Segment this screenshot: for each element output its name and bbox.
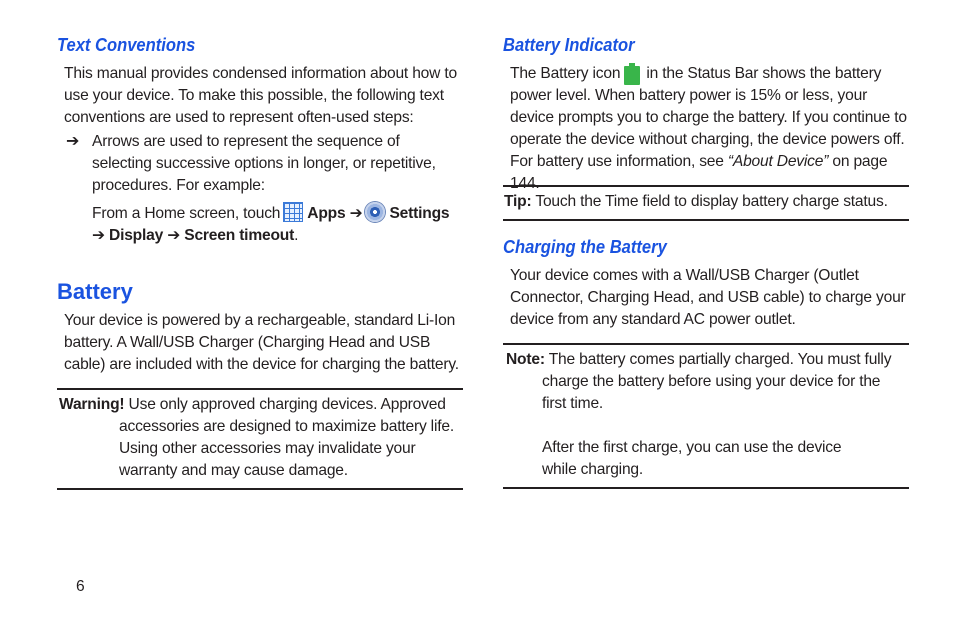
tip-text: Touch the Time field to display battery charge status. (535, 193, 888, 210)
example-instruction (92, 202, 462, 247)
warning-rest: accessories are designed to maximize battery life. Using other accessories may invalidate your warranty and may cause damage. (119, 418, 454, 479)
page-number: 6 (76, 578, 85, 595)
example-settings: Settings (389, 205, 450, 222)
example-apps: Apps (307, 205, 346, 222)
example-screen-timeout: Screen timeout (184, 227, 295, 244)
warning-bottom-rule (57, 488, 463, 490)
tip-top-rule (503, 185, 909, 187)
battery-indicator-body (510, 63, 910, 195)
example-prefix: From a Home screen, touch (92, 205, 281, 222)
charging-body: Your device comes with a Wall/USB Charger (Outlet Connector, Charging Head, and USB cable) to charge your device from any standard AC power outlet. (510, 267, 906, 328)
tip-label: Tip: (504, 193, 532, 210)
note-label: Note: (506, 351, 545, 368)
settings-gear-icon (365, 202, 385, 222)
about-device-page: on page 144. (510, 153, 888, 192)
battery-icon (624, 63, 640, 85)
warning-top-rule (57, 388, 463, 390)
battery-body: Your device is powered by a rechargeable, standard Li-Ion battery. A Wall/USB Charger (Charging Head and USB cable) are included with the device for charging the battery. (64, 312, 459, 373)
tip-bottom-rule (503, 219, 909, 221)
battery-indicator-heading: Battery Indicator (503, 35, 635, 55)
apps-grid-icon (283, 202, 303, 222)
text-conventions-intro: This manual provides condensed information about how to use your device. To make this possible, the following text conventions are used to represent often-used steps: (64, 65, 457, 126)
charging-heading: Charging the Battery (503, 237, 667, 257)
tip-line (504, 191, 908, 213)
example-period: . (294, 227, 299, 244)
note-top-rule (503, 343, 909, 345)
note-line1: The battery comes partially charged. You must fully (548, 351, 892, 368)
battery-indicator-body-rest: power level. When battery power is 15% or less, your device prompts you to charge the battery. If you continue to operate the device without charging, the device powers off. For battery use information, see (510, 87, 907, 170)
warning-label: Warning! (59, 396, 125, 413)
arrow-icon: ➔ (349, 205, 363, 222)
note-rest: charge the battery before using your device for the first time. (542, 373, 881, 412)
text-conventions-heading: Text Conventions (57, 35, 196, 55)
arrow-icon: ➔ (92, 227, 105, 244)
about-device-reference: “About Device” (727, 153, 829, 170)
arrow-icon: ➔ (167, 227, 181, 244)
note-bottom-rule (503, 487, 909, 489)
battery-heading: Battery (57, 279, 133, 304)
warning-first-line (59, 394, 459, 416)
battery-indicator-text-after: in the Status Bar shows the battery (646, 65, 882, 82)
arrow-bullet-text: Arrows are used to represent the sequence of selecting successive options in longer, or repetitive, procedures. For example: (92, 133, 436, 194)
example-display: Display (109, 227, 164, 244)
note-second-paragraph: After the first charge, you can use the device while charging. (542, 439, 842, 478)
warning-line1: Use only approved charging devices. Approved (128, 396, 446, 413)
note-first-line (506, 349, 906, 371)
battery-indicator-text-before: The Battery icon (510, 65, 621, 82)
arrow-bullet-icon: ➔ (66, 133, 80, 150)
